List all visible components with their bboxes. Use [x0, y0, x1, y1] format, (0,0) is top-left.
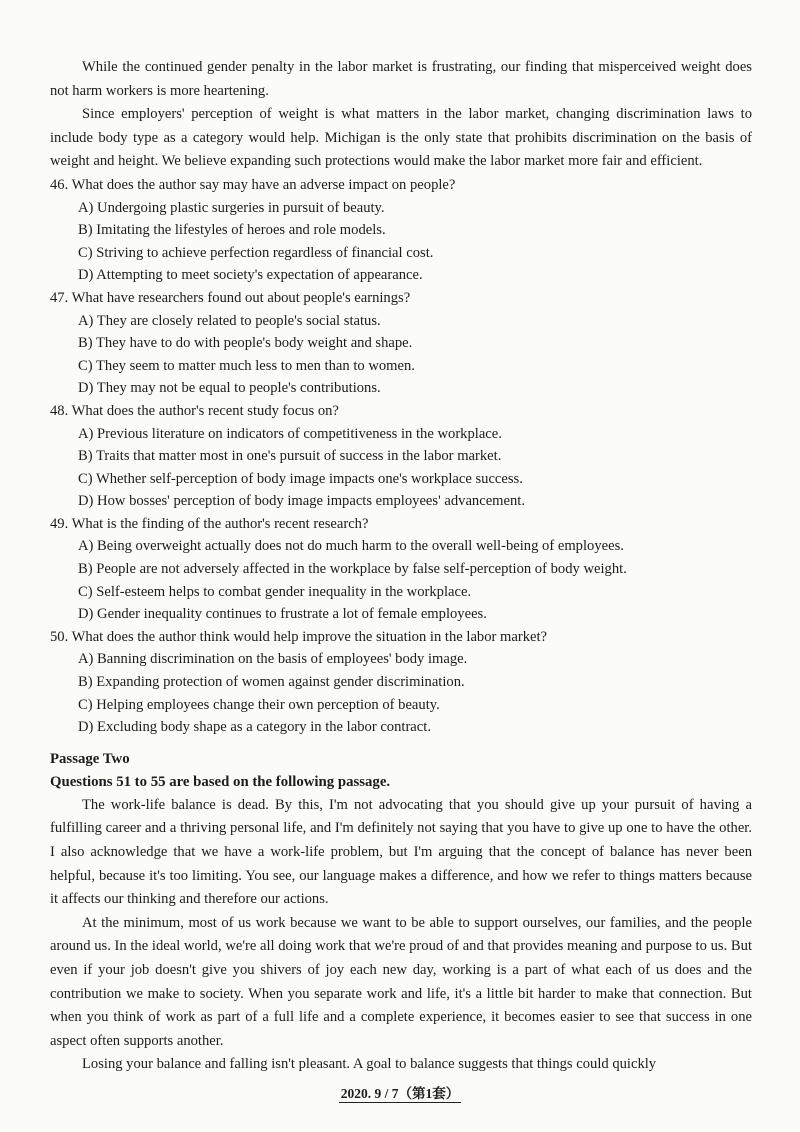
question-stem: 50. What does the author think would help improve the situation in the labor market?: [50, 628, 548, 645]
option-d: D) Excluding body shape as a category in the labor contract.: [78, 719, 431, 736]
intro-paragraph-1: While the continued gender penalty in the labor market is frustrating, our finding that misperceived weight does not harm workers is more heartening.: [50, 59, 752, 99]
question-46: [50, 174, 752, 287]
passage-two-title: Passage Two: [50, 750, 130, 767]
page-footer: [0, 1082, 800, 1102]
passage-paragraph-2: At the minimum, most of us work because we want to be able to support ourselves, our families, and the people around us. In the ideal world, we're all doing work that we're proud of and that provides meaning and purpose to us. But even if your job doesn't give you shivers of joy each new day, working is a part of what each of us does and the contribution we make to society. When you separate work and life, it's a little bit harder to make that connection. But when you think of work as part of a full life and a complete experience, it becomes easier to see that success in one aspect often supports another.: [50, 914, 752, 1049]
passage-paragraph-3: Losing your balance and falling isn't pleasant. A goal to balance suggests that things could quickly: [82, 1056, 657, 1073]
option-d: D) Gender inequality continues to frustrate a lot of female employees.: [78, 606, 487, 623]
option-d: D) Attempting to meet society's expectation of appearance.: [78, 267, 423, 284]
question-stem: 48. What does the author's recent study focus on?: [50, 402, 339, 419]
option-a: A) Being overweight actually does not do much harm to the overall well-being of employees.: [78, 538, 624, 555]
option-b: B) They have to do with people's body weight and shape.: [78, 335, 413, 352]
option-d: D) How bosses' perception of body image impacts employees' advancement.: [78, 493, 525, 510]
section-gap: [50, 739, 752, 748]
option-a: A) Undergoing plastic surgeries in pursuit of beauty.: [78, 199, 385, 216]
option-a: A) Previous literature on indicators of competitiveness in the workplace.: [78, 425, 502, 442]
option-b: B) Traits that matter most in one's pursuit of success in the labor market.: [78, 448, 502, 465]
option-b: B) Expanding protection of women against gender discrimination.: [78, 674, 465, 691]
option-a: A) They are closely related to people's social status.: [78, 312, 381, 329]
question-48: [50, 400, 752, 513]
option-c: C) Helping employees change their own perception of beauty.: [78, 696, 440, 713]
option-c: C) Whether self-perception of body image impacts one's workplace success.: [78, 470, 523, 487]
option-b: B) Imitating the lifestyles of heroes and role models.: [78, 222, 386, 239]
option-d: D) They may not be equal to people's contributions.: [78, 380, 381, 397]
question-49: [50, 513, 752, 626]
intro-paragraph-2: Since employers' perception of weight is what matters in the labor market, changing discrimination laws to include body type as a category would help. Michigan is the only state that prohibits discrimination on the basis of weight and height. We believe expanding such protections would make the labor market more fair and efficient.: [50, 106, 752, 170]
page-number: 2020. 9 / 7（第1套）: [340, 1086, 460, 1101]
option-b: B) People are not adversely affected in the workplace by false self-perception of body weight.: [78, 561, 627, 578]
option-a: A) Banning discrimination on the basis of employees' body image.: [78, 651, 468, 668]
option-c: C) Self-esteem helps to combat gender inequality in the workplace.: [78, 583, 472, 600]
question-50: [50, 626, 752, 739]
question-stem: 46. What does the author say may have an adverse impact on people?: [50, 176, 456, 193]
option-c: C) They seem to matter much less to men than to women.: [78, 357, 415, 374]
passage-paragraph-1: The work-life balance is dead. By this, I'm not advocating that you should give up your pursuit of having a fulfilling career and a thriving personal life, and I'm definitely not saying that you have to give up one to have the other. I also acknowledge that we have a work-life problem, but I'm arguing that the concept of balance has never been helpful, because it's too limiting. You see, our language makes a difference, and how we refer to things matters because it affects our thinking and therefore our actions.: [50, 796, 752, 908]
passage-two-subtitle: Questions 51 to 55 are based on the following passage.: [50, 773, 391, 790]
option-c: C) Striving to achieve perfection regardless of financial cost.: [78, 244, 434, 261]
question-stem: 47. What have researchers found out about people's earnings?: [50, 289, 411, 306]
question-stem: 49. What is the finding of the author's recent research?: [50, 515, 369, 532]
question-47: [50, 287, 752, 400]
